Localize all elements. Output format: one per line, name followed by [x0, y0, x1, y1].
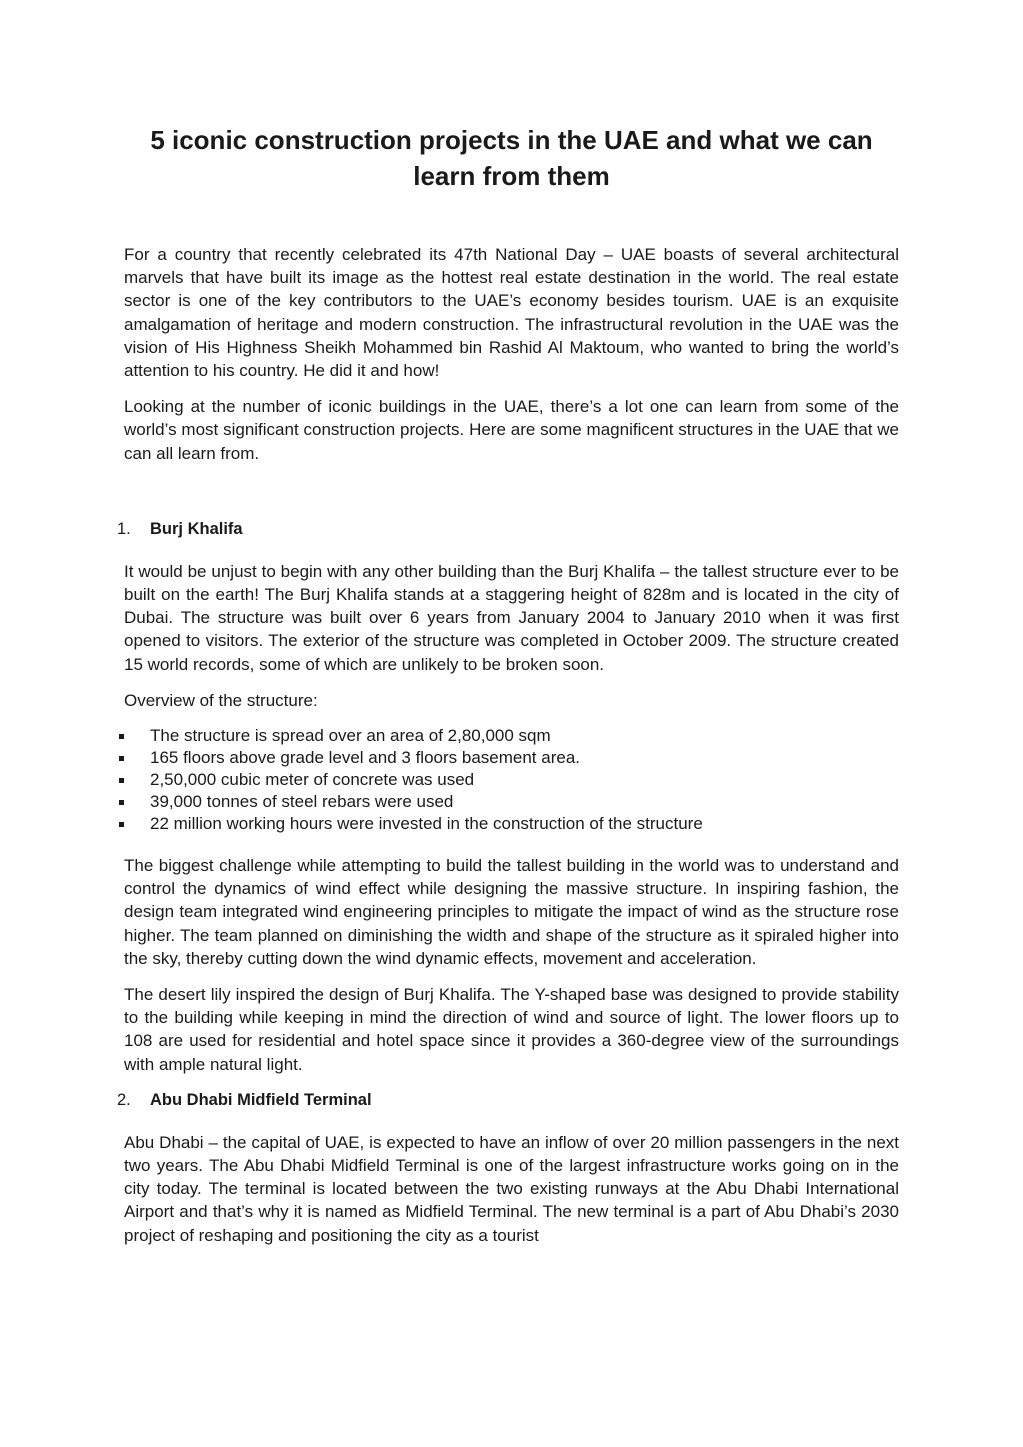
section-title: Burj Khalifa: [150, 519, 243, 538]
bullet-square-icon: [119, 778, 124, 783]
bullet-square-icon: [119, 822, 124, 827]
list-item-text: 2,50,000 cubic meter of concrete was used: [150, 770, 475, 790]
section-number: 2.: [117, 1090, 131, 1109]
bullet-square-icon: [119, 756, 124, 761]
list-item: [124, 791, 899, 813]
list-item: [124, 725, 899, 747]
section-paragraph: The desert lily inspired the design of Burj Khalifa. The Y-shaped base was designed to provide stability to the building while keeping in mind the direction of wind and source of light. The lower floors up to 108 are used for residential and hotel space since it provides a 360-degree view of the surroundings with ample natural light.: [124, 985, 899, 1074]
list-item-text: 39,000 tonnes of steel rebars were used: [150, 792, 454, 812]
section-paragraph: The biggest challenge while attempting to build the tallest building in the world was to understand and control the dynamics of wind effect while designing the massive structure. In inspiring fashion, the design team integrated wind engineering principles to mitigate the impact of wind as the structure rose higher. The team planned on diminishing the width and shape of the structure as it spiraled higher into the sky, thereby cutting down the wind dynamic effects, movement and acceleration.: [124, 856, 899, 968]
document-body: [117, 243, 899, 1247]
list-item: [124, 813, 899, 835]
section-heading-burj-khalifa: [117, 518, 899, 541]
document-title: 5 iconic construction projects in the UAE and what we can learn from them: [150, 125, 873, 191]
section-paragraph: Abu Dhabi – the capital of UAE, is expected to have an inflow of over 20 million passengers in the next two years. The Abu Dhabi Midfield Terminal is one of the largest infrastructure works going on in the city today. The terminal is located between the two existing runways at the Abu Dhabi International Airport and that’s why it is named as Midfield Terminal. The new terminal is a part of Abu Dhabi’s 2030 project of reshaping and positioning the city as a tourist: [124, 1132, 899, 1245]
list-item: [124, 747, 899, 769]
overview-label: Overview of the structure:: [124, 690, 318, 710]
intro-paragraph: Looking at the number of iconic buildings in the UAE, there’s a lot one can learn from some of the world’s most significant construction projects. Here are some magnificent structures in the UAE that we can all learn from.: [124, 397, 899, 463]
bullet-square-icon: [119, 734, 124, 739]
section-title: Abu Dhabi Midfield Terminal: [150, 1090, 372, 1109]
list-item-text: The structure is spread over an area of 2,80,000 sqm: [150, 726, 551, 746]
section-heading-abu-dhabi-midfield-terminal: [117, 1089, 899, 1112]
section-number: 1.: [117, 519, 131, 538]
list-item: [124, 769, 899, 791]
intro-paragraph: For a country that recently celebrated its 47th National Day – UAE boasts of several architectural marvels that have built its image as the hottest real estate destination in the world. The real estate sector is one of the key contributors to the UAE’s economy besides tourism. UAE is an exquisite amalgamation of heritage and modern construction. The infrastructural revolution in the UAE was the vision of His Highness Sheikh Mohammed bin Rashid Al Maktoum, who wanted to bring the world’s attention to his country. He did it and how!: [124, 245, 899, 381]
overview-bullet-list: [124, 725, 899, 835]
bullet-square-icon: [119, 800, 124, 805]
list-item-text: 22 million working hours were invested in the construction of the structure: [150, 814, 703, 834]
section-paragraph: It would be unjust to begin with any other building than the Burj Khalifa – the tallest structure ever to be built on the earth! The Burj Khalifa stands at a staggering height of 828m and is located in the city of Dubai. The structure was built over 6 years from January 2004 to January 2010 when it was first opened to visitors. The exterior of the structure was completed in October 2009. The structure created 15 world records, some of which are unlikely to be broken soon.: [124, 561, 899, 674]
list-item-text: 165 floors above grade level and 3 floors basement area.: [150, 748, 580, 768]
